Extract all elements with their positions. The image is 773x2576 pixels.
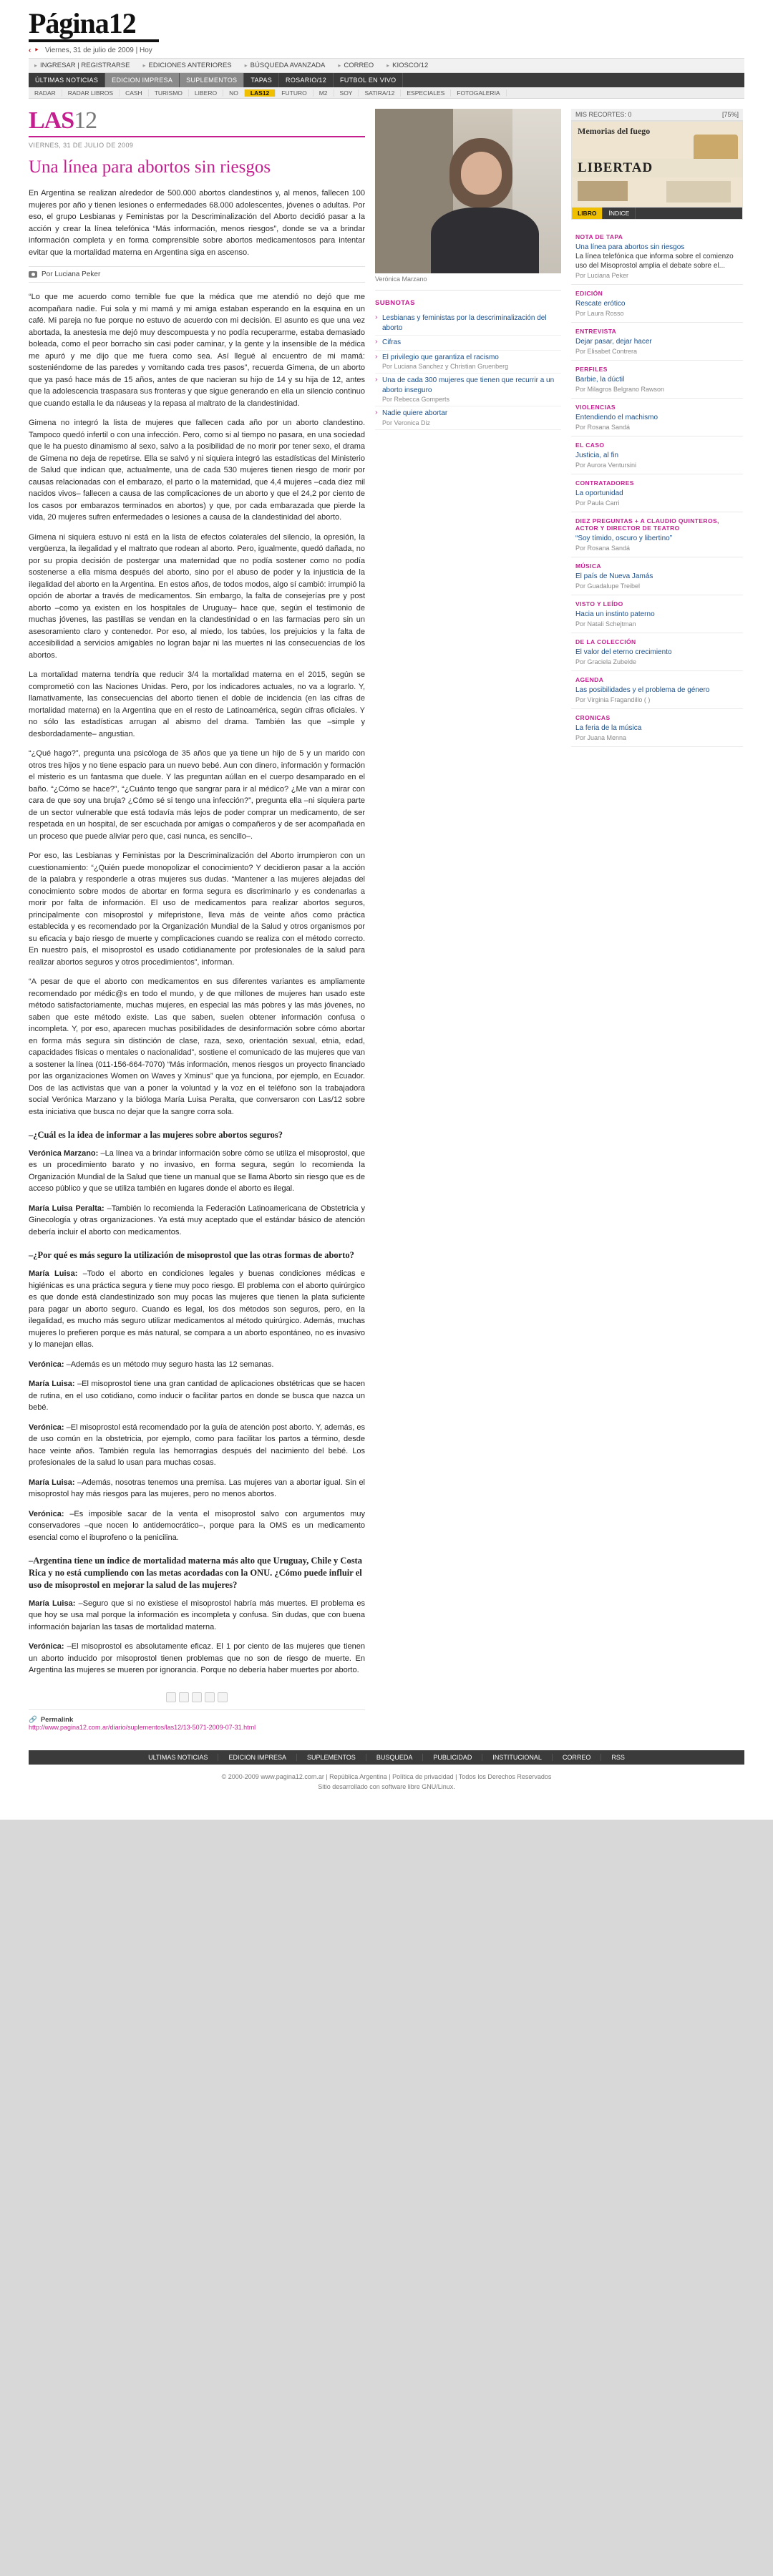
list-item[interactable] [571,399,743,436]
interview-answer-text: –Además, nosotras tenemos una premisa. Las mujeres van a abortar igual. Sin el misoprostol hay más riesgos para las mujeres, pero no menos abortos. [29,1478,366,1499]
subnav-item-satira12[interactable]: SATIRA/12 [359,89,401,97]
subnote-title: El privilegio que garantiza el racismo [382,353,499,361]
subnav-item-radar-libros[interactable]: RADAR LIBROS [62,89,120,97]
subnav-item-libero[interactable]: LIBERO [189,89,223,97]
article-paragraph: Gimena ni siquiera estuvo ni está en la lista de efectos colaterales del silencio, la opresión, la vergüenza, la ilegalidad y el maltrato que rodean al aborto. Pero, igualmente, quedó dañada, no por su propia decisión de postergar una maternidad que no podía sostener como no podía sostenerse a ella misma después del aborto, sino por el abuso de poder y la injusticia de la ilegalidad del aborto en la Argentina. En estos años, de todos modos, algo sí cambió: irrumpió la opción de abortar a través de medicamentos. Sin embargo, la falta de consejerías pre y post aborto –como ya existen en los hospitales de Uruguay– hace que, según el testimonio de muchas jóvenes, las pastillas se vendan en la clandestinidad o en las farmacias pero sin un asesoramiento claro y contenedor. Por eso, al miedo, los tabúes, los prejuicios y la falta de accesibilidad a servicios amigables no logran bajar ni las muertes ni las consecuencias de los abortos. [29,532,365,660]
subnote-title: Cifras [382,338,402,346]
section-brand-number: 12 [74,107,97,134]
list-item[interactable] [571,323,743,361]
mail-icon: ▸ [338,62,341,69]
interview-answer [29,1422,365,1469]
index-author: Por Aurora Ventursini [575,462,637,469]
share-tools [29,1692,365,1702]
logo-number: 12 [108,7,136,39]
issue-cover-box[interactable] [571,121,743,220]
permalink-url[interactable]: http://www.pagina12.com.ar/diario/suplementos/las12/13-5071-2009-07-31.html [29,1723,256,1731]
photo-subject-body [431,208,539,273]
index-title: La oportunidad [575,489,623,497]
issue-cover-title: Memorias del fuego [578,126,651,136]
subnav-item-las12[interactable]: LAS12 [245,89,276,97]
search-icon: ▸ [244,62,248,69]
footer-item-busqueda[interactable]: BUSQUEDA [366,1754,424,1761]
footer-item-edicion-impresa[interactable]: EDICION IMPRESA [218,1754,297,1761]
subnav-item-radar[interactable]: RADAR [29,89,62,97]
index-title: Barbie, la dúctil [575,376,625,384]
tab-libro[interactable]: LIBRO [572,208,603,219]
main-nav [29,73,744,87]
chevron-right-icon: ▸ [34,62,38,69]
subnote-title: Lesbianas y feministas por la descriminalización del aborto [382,314,547,332]
interview-answer-text: –El misoprostol está recomendado por la guía de atención post aborto. Y, además, es de uso común en la obstetricia, por ejemplo, como para facilitar los partos a término, desde hace veinte años. También regula las hemorragias después del nacimiento del bebé. Los profesionales de la salud lo usan para muchas cosas. [29,1423,365,1468]
clippings-bar[interactable] [571,109,743,121]
interview-answer [29,1477,365,1501]
index-author: Por Milagros Belgrano Rawson [575,386,665,393]
userbar-label: CORREO [344,62,374,69]
index-author: Por Natali Schejtman [575,620,636,628]
index-kind: CRONICAS [575,714,611,721]
nav-item-ultimas-noticias[interactable]: ÚLTIMAS NOTICIAS [29,73,105,87]
footer-item-publicidad[interactable]: PUBLICIDAD [423,1754,482,1761]
index-kind: DE LA COLECCIÓN [575,638,636,645]
kiosk-icon: ▸ [386,62,390,69]
index-title: “Soy tímido, oscuro y libertino” [575,535,673,542]
byline-text: Por Luciana Peker [42,270,101,278]
index-title: Dejar pasar, dejar hacer [575,338,652,346]
permalink-block [29,1709,365,1732]
index-title: Entendiendo el machismo [575,414,658,421]
list-item[interactable] [571,512,743,557]
content-area [29,99,744,1732]
logo-text: Página [29,7,109,39]
index-title: Una línea para abortos sin riesgos [575,243,685,251]
subnav-item-fotogaleria[interactable]: FOTOGALERIA [451,89,506,97]
interview-answer-text: –Es imposible sacar de la venta el misoprostol salvo con argumentos muy conservadores –que nocen lo antidemocrático–, porque para la OMS es un medicamento esencial como el ibuprofeno o la penicilina. [29,1509,365,1542]
interview-speaker: María Luisa: [29,1599,76,1608]
subnav-item-especiales[interactable]: ESPECIALES [401,89,451,97]
link-icon: 🔗 [29,1715,37,1724]
index-title: El valor del eterno crecimiento [575,648,672,656]
interview-speaker: Verónica: [29,1423,64,1432]
nav-item-rosario12[interactable]: ROSARIO/12 [279,73,334,87]
article-date: VIERNES, 31 DE JULIO DE 2009 [29,142,134,149]
interview-question: –¿Por qué es más seguro la utilización de misoprostol que las otras formas de aborto? [29,1250,354,1261]
index-author: Por Juana Menna [575,734,627,741]
index-kind: DIEZ PREGUNTAS + A CLAUDIO QUINTEROS, ACTOR Y DIRECTOR DE TEATRO [575,517,719,532]
subnav-item-cash[interactable]: CASH [120,89,149,97]
interview-speaker: Verónica: [29,1509,64,1518]
rss-icon[interactable] [218,1692,228,1702]
index-author: Por Rosana Sandá [575,545,631,552]
index-title: Justicia, al fin [575,452,619,459]
issue-cover [572,122,742,208]
camera-icon [29,271,37,278]
interview-answer [29,1508,365,1544]
index-author: Por Elisabet Contrera [575,348,638,355]
index-text: La línea telefónica que informa sobre el comienzo uso del Misoprostol amplia el debate sobre el... [575,253,734,270]
interview-answer [29,1641,365,1677]
section-rule [29,136,365,137]
nav-spacer [403,73,744,87]
permalink-label: Permalink [40,1715,74,1724]
share-icon[interactable] [205,1692,215,1702]
footer-item-rss[interactable]: RSS [611,1753,625,1761]
index-author: Por Luciana Peker [575,272,629,279]
index-author: Por Rosana Sandá [575,424,631,431]
userbar-item-login[interactable] [34,62,130,69]
article-lead: En Argentina se realizan alrededor de 500.000 abortos clandestinos y, al menos, fallecen 100 mujeres por año y tienen lesiones o enfermedades 68.000 adolescentes, jóvenes o adultas. Por eso, el grupo Lesbianas y Feministas por la Descriminalización del Aborto decidió pasar a la acción y crear la línea telefónica “Más información, menos riesgos”, donde se va a brindar información completa y en forma comprensible sobre abortos medicamentosos para intentar evitar que la mortalidad materna en Argentina siga en ascenso. [29,189,365,257]
interview-answer [29,1268,365,1351]
subnote-author: Por Luciana Sanchez y Christian Gruenberg [382,363,509,370]
index-kind: ENTREVISTA [575,328,617,335]
print-icon[interactable] [166,1692,176,1702]
list-item[interactable] [375,311,561,336]
list-item[interactable] [571,671,743,709]
index-title: El país de Nueva Jamás [575,572,653,580]
list-item[interactable] [571,285,743,323]
footer-item-institucional[interactable]: INSTITUCIONAL [482,1754,553,1761]
cover-art-right [666,181,731,203]
subnotes-list [375,311,561,430]
interview-answer [29,1598,365,1634]
index-kind: CONTRATADORES [575,479,634,487]
userbar-item-mail[interactable] [338,62,374,69]
index-author: Por Graciela Zubelde [575,658,637,665]
article-paragraph: “A pesar de que el aborto con medicamentos en sus diferentes variantes es ampliamente recomendado por médic@s en todo el mundo, y de que millones de mujeres han usado este método satisfactoriamente, muchas mujeres, en especial las más pobres y las más jóvenes, no saben que este método existe. Las que saben, suelen obtener información confusa o incompleta. Y, por eso, aparecen muchas posibilidades de desinformación sobre cómo abortar en forma más segura sin distinción de clase, raza, sexo, orientación sexual, etnia, edad, capacidades físicas o mentales o nacionalidad”, sostiene el comunicado de las mujeres que van a sostener la línea (011-156-664-7070) “Más información, menos riesgos un proyecto financiado por las organizaciones Women on Waves y Xminus” que ya funciona, por ejemplo, en Ecuador. Dos de las activistas que van a poner la voluntad y la voz en el teléfono son la trabajadora social Verónica Marzano y la bióloga María Luisa Peralta, que conversaron con Las/12 sobre esta iniciativa que busca no dejar que la sangre corra sola. [29,977,365,1116]
site-logo[interactable] [29,7,159,42]
section-brand[interactable] [29,109,365,133]
cover-art-left [578,181,628,201]
index-kind: MÚSICA [575,562,601,570]
tab-indice[interactable]: ÍNDICE [603,208,636,219]
mail-icon[interactable] [179,1692,189,1702]
interview-speaker: Verónica Marzano: [29,1148,99,1158]
subnote-title: Nadie quiere abortar [382,409,448,418]
article-paragraph: Por eso, las Lesbianas y Feministas por la Descriminalización del Aborto irrumpieron con un cuestionamiento: “¿Quién puede monopolizar el conocimiento? Y decidieron pasar a la acción de la palabra y responderle a otras mujeres sus dudas. “Mantener a las mujeres alejadas del conocimiento sobre modos de abortar en forma segura es discriminarlo y es condenarlas a morir por falta de información. El uso de medicamentos para realizar abortos seguros, principalmente con misoprostol y mifepristone, lleva más de veinte años como práctica establecida y es recomendado por la Organización Mundial de la Salud y otros organismos por su eficacia y bajo riesgo de muerte y complicaciones cuando se realiza con el método correcto. En nuestro país, el misoprostol es usado cotidianamente por profesionales de la salud para realizar abortos seguros y otros procedimientos”, informan. [29,852,365,967]
list-item[interactable] [571,709,743,747]
list-item[interactable] [571,436,743,474]
subnotes-heading: SUBNOTAS [375,299,415,307]
interview-speaker: Verónica: [29,1642,64,1652]
list-item[interactable] [375,406,561,430]
copyright-line: © 2000-2009 www.pagina12.com.ar | República Argentina | Política de privacidad | Todos los Derechos Reservados [221,1772,552,1780]
interview-answer [29,1148,365,1195]
masthead [29,7,744,42]
index-kind: NOTA DE TAPA [575,233,623,240]
nav-item-edicion-impresa[interactable]: EDICION IMPRESA [105,73,180,87]
index-author: Por Guadalupe Treibel [575,582,641,590]
footer-item-correo[interactable]: CORREO [553,1754,602,1761]
date-text: Viernes, 31 de julio de 2009 | Hoy [45,47,152,54]
site-header [0,0,773,99]
list-item[interactable] [571,228,743,285]
tech-line: Sitio desarrollado con software libre GNU/Linux. [318,1783,455,1791]
photo-subject-face [461,152,502,195]
date-bar [29,47,744,59]
userbar-item-kiosco[interactable] [386,62,428,69]
article-paragraph: La mortalidad materna tendría que reducir 3/4 la mortalidad materna en el 2015, según se comprometió con las Naciones Unidas. Pero, por los indicadores actuales, no va a lograrlo. Y, llamativamente, las consecuencias del aborto tienen el doble de incidencia (en las cifras de mortalidad materna) en la Argentina que en el resto de Latinoamérica, según cifras oficiales. Y no sólo las estadísticas arrugan al abismo del drama. También las que –simple y desbordadamente– angustian. [29,670,365,738]
article-paragraph: “Lo que me acuerdo como temible fue que la médica que me atendió no dejó que me acompañara nadie. Fui sola y mi mamá y mi amiga estaban esperando en la esquina en un café. Mi pareja no fue porque no estuvo de acuerdo con mi decisión. El asunto es que una vez abortada, la anestesia me dejó muy descompuesta y no podía recuperarme, estaba demasiado boleada, como el peor borracho sin casi poder caminar, y la gente y la insensible de la médica me apuró y me dijo que me fuera como sea. Así llegué al encuentro de mi mamá: sosteniéndome de las paredes y vomitando cada tres pasos”, recuerda Gimena, de un aborto que ya pasó hace más de 15 años, antes de que nacieran su hijo de 14 y su hija de 12, antes que la adolescencia traspasara sus fronteras y que sigue generando en ella un silencio continuo que cuando estalla le da náuseas y la repasa al maltrato de la clandestinidad. [29,293,365,408]
page-title: Una línea para abortos sin riesgos [29,157,271,177]
interview-answer-text: –Todo el aborto en condiciones legales y buenas condiciones médicas e higiénicas es una práctica segura y tiene muy poco riesgo. El problema con el aborto quirúrgico es que donde está clandestinizado son muy pocas las mujeres que tienen la plata suficiente para pagar un aborto seguro. Cuando es legal, los dos métodos son seguros, pero, en la ilegalidad, es mucho más seguro utilizar medicamentos al método quirúrgico. Además, muchas mujeres lo prefieren porque es más natural, se compara a un aborto espontáneo, no es invasivo y lo manejan ellas. [29,1269,366,1350]
interview-speaker: María Luisa: [29,1269,78,1279]
date-arrows[interactable]: ‹ ‣ [29,47,40,54]
subnote-title: Una de cada 300 mujeres que tienen que recurrir a un aborto inseguro [382,376,555,394]
interview-answer-text: –El misoprostol es absolutamente eficaz. El 1 por ciento de las mujeres que tienen un aborto inducido por misoprostol tienen problemas que no son de riesgo de muerte. En Argentina las mujeres se mueren por ignorancia. Porque no debería haber muertes por aborto. [29,1642,365,1675]
issue-index-list [571,228,743,747]
sidebar-column [571,109,743,1732]
index-kind: AGENDA [575,676,604,683]
interview-speaker: Verónica: [29,1360,64,1369]
index-kind: EDICIÓN [575,290,603,297]
list-item[interactable] [375,374,561,406]
subnav-item-turismo[interactable]: TURISMO [149,89,189,97]
interview-answer-text: –También lo recomienda la Federación Latinoamericana de Obstetricia y Ginecología y otras organizaciones. Ya está muy aceptado que el estándar básico de atención debería incluir el aborto con medicamentos. [29,1204,366,1236]
index-title: Hacia un instinto paterno [575,610,655,618]
index-kind: PERFILES [575,366,608,373]
index-title: Las posibilidades y el problema de género [575,686,710,694]
clippings-label: MIS RECORTES: 0 [575,111,632,118]
list-item[interactable] [571,474,743,512]
list-item[interactable] [571,633,743,671]
list-item[interactable] [375,336,561,351]
interview-speaker: María Luisa Peralta: [29,1204,104,1213]
interview-answer-text: –Además es un método muy seguro hasta las 12 semanas. [66,1360,274,1369]
supplements-nav [29,87,744,99]
interview-answer [29,1359,365,1371]
photo-caption: Verónica Marzano [375,273,561,291]
user-bar [29,59,744,73]
article-photo [375,109,561,273]
interview-answer-text: –Seguro que si no existiese el misoprostol habría más muertes. El problema es que hoy se usa mal porque la información es incompleta y confusa. Sin dudas, que con buena información bajarían las tasas de mortalidad materna. [29,1599,366,1631]
index-author: Por Laura Rosso [575,310,624,317]
footer-item-suplementos[interactable]: SUPLEMENTOS [297,1754,366,1761]
subnav-item-no[interactable]: NO [223,89,245,97]
article-paragraph: “¿Qué hago?”, pregunta una psicóloga de 35 años que ya tiene un hijo de 5 y un marido con otros tres hijos y no tiene espacio para un nuevo bebé. Aun con dinero, información y formación el misterio es un fantasma que duele. Y las preguntan aúllan en el cuerpo desamparado en el baño. “¿Cómo se hace?”, “¿Cuánto tengo que sangrar para ir al médico? ¿Me van a mirar con cara de que soy una bruja? ¿Cómo sé si tengo una infección?”, pregunta ella –ni siquiera parte de un sector vulnerable que está todavía más lejos de poder comprar un medicamento, de ser respetada en un hospital, de ser escuchada por amigas o compañeros y de ser acompañada en un proceso que puede aliviar pero que, casi nunca, es sencillo–. [29,749,365,841]
nav-item-futbol-en-vivo[interactable]: FUTBOL EN VIVO [334,73,403,87]
list-item[interactable] [571,557,743,595]
nav-item-tapas[interactable]: TAPAS [244,73,279,87]
subnav-item-futuro[interactable]: FUTURO [276,89,313,97]
list-item[interactable] [571,595,743,633]
clippings-link[interactable]: [75%] [721,111,739,118]
interview-question: –Argentina tiene un índice de mortalidad materna más alto que Uruguay, Chile y Costa Rica y no está cumpliendo con las metas acordadas con la ONU. ¿Cómo puede influir el uso de misoprostol en mejorar la salud de las mujeres? [29,1556,362,1590]
userbar-item-advanced-search[interactable] [245,62,326,69]
userbar-label: EDICIONES ANTERIORES [148,62,232,69]
index-kind: VISTO Y LEÍDO [575,600,623,608]
footer-nav [29,1750,744,1765]
byline [29,266,365,283]
interview-answer [29,1203,365,1239]
userbar-item-past-editions[interactable] [142,62,231,69]
interview-answer-text: –El misoprostol tiene una gran cantidad de aplicaciones obstétricas que se hacen de rutina, en el uso cotidiano, como inducir o facilitar partos en donde se busca que nazca un bebé. [29,1380,365,1413]
issue-tabs [572,208,742,219]
subnote-author: Por Veronica Diz [382,419,431,426]
userbar-label: BÚSQUEDA AVANZADA [250,62,326,69]
bookmark-icon[interactable] [192,1692,202,1702]
interview-answer-text: –La línea va a brindar información sobre cómo se utiliza el misoprostol, que es un procedimiento barato y no invasivo, en forma segura, según lo recomienda la Organización Mundial de la Salud que tiene un manual que se llama Aborto sin riesgo que es de acceso público y que se utiliza también en lugares donde el aborto es ilegal. [29,1148,365,1194]
userbar-label: KIOSCO/12 [392,62,429,69]
list-item[interactable] [571,361,743,399]
interview-answer [29,1378,365,1414]
userbar-label: INGRESAR | REGISTRARSE [40,62,130,69]
index-kind: EL CASO [575,441,605,449]
media-column [375,109,561,1732]
index-author: Por Paula Carri [575,499,620,507]
interview-speaker: María Luisa: [29,1478,75,1487]
section-brand-name: LAS [29,107,74,134]
interview-question: –¿Cuál es la idea de informar a las mujeres sobre abortos seguros? [29,1130,283,1140]
index-title: Rescate erótico [575,300,626,308]
issue-cover-band: LIBERTAD [572,159,742,177]
index-kind: VIOLENCIAS [575,404,616,411]
index-title: La feria de la música [575,724,642,732]
chevron-right-icon: ▸ [142,62,146,69]
subnav-item-soy[interactable]: SOY [334,89,359,97]
nav-item-suplementos[interactable]: SUPLEMENTOS [180,73,244,87]
interview-speaker: María Luisa: [29,1380,75,1389]
article-paragraph: Gimena no integró la lista de mujeres que fallecen cada año por un aborto clandestino. Tampoco quedó infertil o con una infección. Pero, como si al tiempo no pasara, en una sociedad que le ha puesto dinamismo al sexo, salvo a la posibilidad de no morir por tener sexo, el drama de Gimena no deja de repetirse. Ella se salvó y ni siquiera integró las estadísticas del Ministerio de Salud que indican que, actualmente, una de cada 530 mujeres tienen riesgo de morir por causas relacionadas con el embarazo, el parto o la maternidad, que 4,4 mujeres –cada diez mil nacidos vivos– fallecen a causa de las complicaciones de un aborto y que el 24,2 por ciento de los casos por embarazos terminados en abortos) y que, por cada embarazada que pierde la vida, 20 mujeres sufren enfermedades o lesiones a causa de la clandestinidad del aborto. [29,419,365,522]
permalink-label-row [29,1716,365,1724]
subnote-author: Por Rebecca Gomperts [382,396,450,404]
footer-copyright [29,1765,744,1808]
article-column [29,109,365,1732]
footer-spacer [0,1808,773,1820]
list-item[interactable] [375,351,561,374]
footer-item-ultimas-noticias[interactable]: ULTIMAS NOTICIAS [138,1754,218,1761]
subnav-item-m2[interactable]: M2 [313,89,334,97]
logo-underline [29,39,159,42]
index-author: Por Virginia Fragandillo ( ) [575,696,651,703]
